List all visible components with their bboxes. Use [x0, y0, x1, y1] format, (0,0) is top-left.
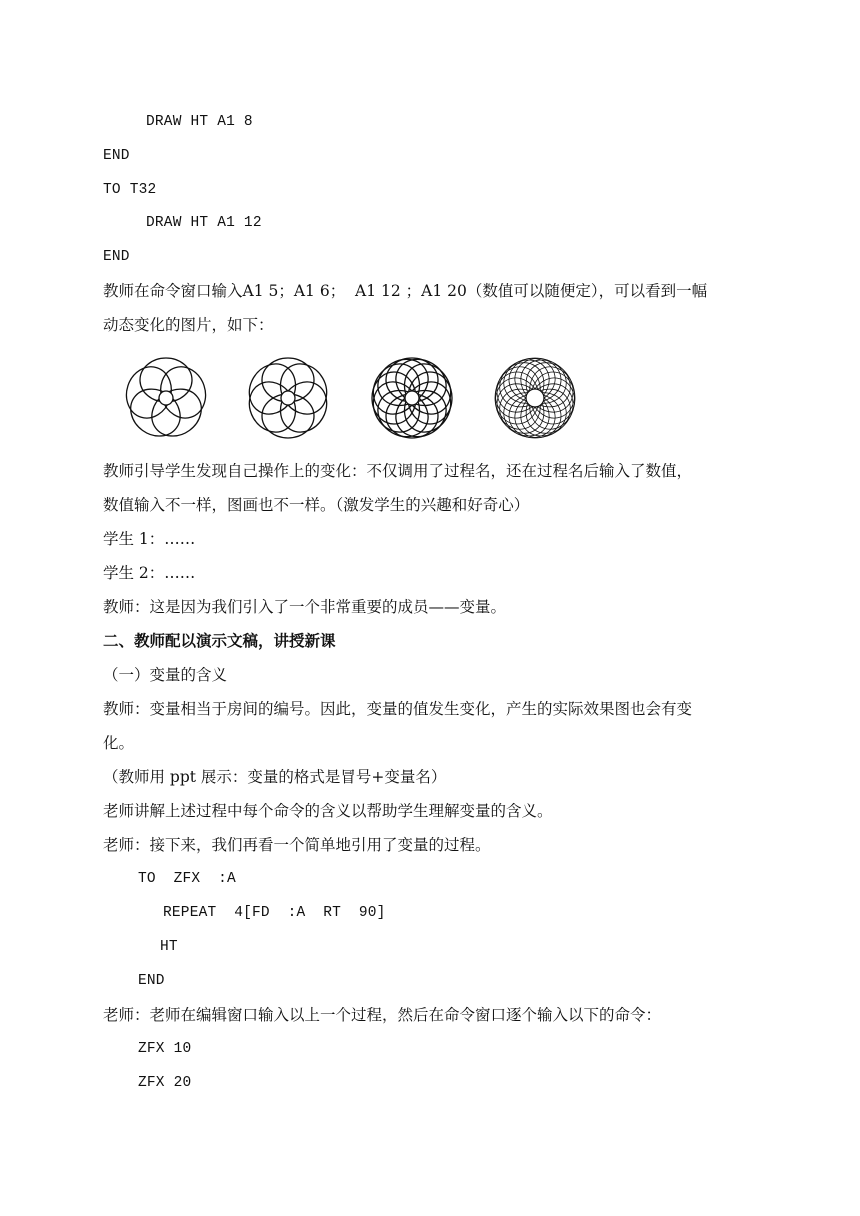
paragraph-line: 学生 1：…… — [103, 530, 196, 548]
rosette-center — [526, 389, 544, 407]
code-line: ZFX 10 — [138, 1041, 192, 1057]
rosette-center — [159, 391, 173, 405]
paragraph-line: 教师：变量相当于房间的编号。因此，变量的值发生变化，产生的实际效果图也会有变 — [103, 700, 693, 718]
paragraph-line: 教师在命令窗口输入A1 5；A1 6； A1 12 ；A1 20（数值可以随便定），可以看到一幅 — [103, 282, 708, 300]
subsection-heading: （一）变量的含义 — [103, 666, 228, 684]
rosette-image-2 — [240, 350, 336, 446]
paragraph-line: （教师用 ppt 展示：变量的格式是冒号+变量名） — [103, 768, 447, 786]
rosette-image-4 — [487, 350, 583, 446]
code-line: TO T32 — [103, 182, 157, 198]
rosette-image-3 — [364, 350, 460, 446]
paragraph-line: 化。 — [103, 734, 135, 752]
paragraph-line: 学生 2：…… — [103, 564, 196, 582]
code-line: DRAW HT A1 12 — [146, 215, 262, 231]
code-line: ZFX 20 — [138, 1075, 192, 1091]
rosette-figures — [118, 350, 598, 446]
code-line: DRAW HT A1 8 — [146, 114, 253, 130]
code-line: REPEAT 4[FD :A RT 90] — [163, 905, 386, 921]
code-line: TO ZFX :A — [138, 871, 236, 887]
code-line: END — [138, 973, 165, 989]
code-line: END — [103, 148, 130, 164]
paragraph-line: 教师：这是因为我们引入了一个非常重要的成员——变量。 — [103, 598, 507, 616]
paragraph-line: 老师：接下来，我们再看一个简单地引用了变量的过程。 — [103, 836, 491, 854]
code-line: END — [103, 249, 130, 265]
rosette-image-1 — [118, 350, 214, 446]
paragraph-line: 老师：老师在编辑窗口输入以上一个过程，然后在命令窗口逐个输入以下的命令： — [103, 1006, 662, 1024]
paragraph-line: 数值输入不一样，图画也不一样。（激发学生的兴趣和好奇心） — [103, 496, 530, 514]
rosette-center — [405, 391, 419, 405]
section-heading: 二、教师配以演示文稿，讲授新课 — [103, 631, 336, 650]
paragraph-line: 教师引导学生发现自己操作上的变化：不仅调用了过程名，还在过程名后输入了数值， — [103, 462, 693, 480]
rosette-center — [281, 391, 295, 405]
paragraph-line: 老师讲解上述过程中每个命令的含义以帮助学生理解变量的含义。 — [103, 802, 553, 820]
paragraph-line: 动态变化的图片，如下： — [103, 316, 274, 334]
code-line: HT — [160, 939, 178, 955]
